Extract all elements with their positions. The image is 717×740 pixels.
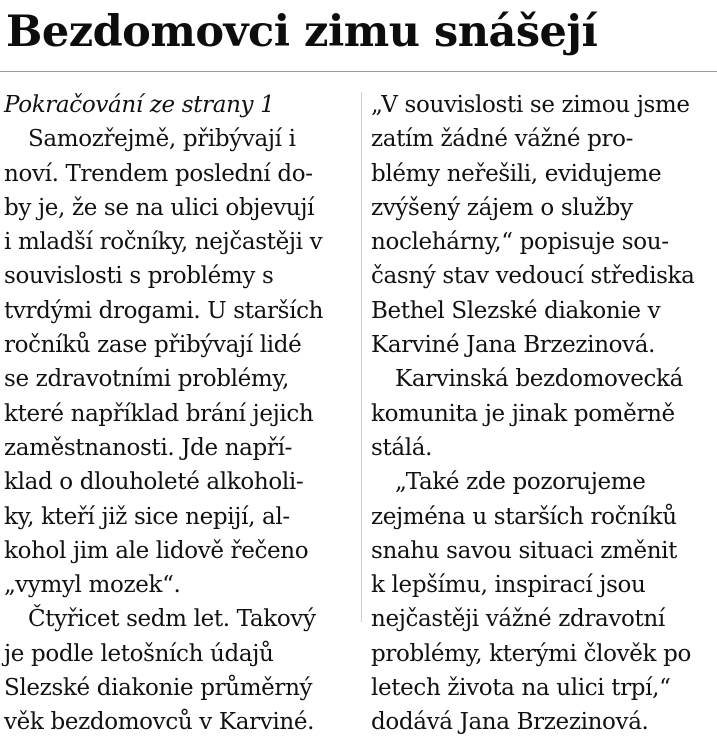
- article-column-right: [371, 88, 713, 740]
- body-line: souvislosti s problémy s: [4, 263, 274, 290]
- body-line: Karvinská bezdomovecká: [395, 366, 683, 393]
- body-line: Čtyřicet sedm let. Takový: [28, 606, 316, 633]
- body-line: k lepšímu, inspirací jsou: [371, 572, 646, 599]
- body-line: ročníků zase přibývají lidé: [4, 332, 302, 359]
- body-line: klad o dlouholeté alkoholi-: [4, 469, 304, 496]
- body-line: zejména u starších ročníků: [371, 503, 677, 530]
- body-line: komunita je jinak poměrně: [371, 400, 675, 427]
- article-column-left: [4, 88, 350, 740]
- body-line: Samozřejmě, přibývají i: [28, 126, 296, 153]
- body-line: se zdravotními problémy,: [4, 366, 289, 393]
- body-line: noclehárny,“ popisuje sou-: [371, 229, 669, 256]
- article-headline: Bezdomovci zimu snášejí: [6, 7, 598, 57]
- body-line: tvrdými drogami. U starších: [4, 297, 324, 324]
- body-line: zaměstnanosti. Jde napří-: [4, 434, 292, 461]
- body-line: Karviné Jana Brzezinová.: [371, 332, 656, 359]
- body-line: je podle letošních údajů: [4, 640, 274, 667]
- body-line: zatím žádné vážné pro-: [371, 126, 634, 153]
- body-line: problémy, kterými člověk po: [371, 640, 691, 667]
- body-line: blémy neřešili, evidujeme: [371, 160, 662, 187]
- body-line: snahu savou situaci změnit: [371, 537, 678, 564]
- body-line: stálá.: [371, 434, 433, 461]
- body-line: které například brání jejich: [4, 400, 314, 427]
- body-line: „V souvislosti se zimou jsme: [371, 92, 690, 118]
- body-line: dodává Jana Brzezinová.: [371, 709, 649, 736]
- body-line: zvýšený zájem o služby: [371, 194, 633, 221]
- body-line: noví. Trendem poslední do-: [4, 160, 313, 187]
- body-line: Bethel Slezské diakonie v: [371, 297, 661, 324]
- body-line: ky, kteří již sice nepijí, al-: [4, 503, 290, 530]
- body-line: věk bezdomovců v Karviné.: [4, 709, 315, 736]
- body-line: „Také zde pozorujeme: [395, 469, 646, 496]
- body-line: nejčastěji vážné zdravotní: [371, 606, 665, 633]
- body-line: časný stav vedoucí střediska: [371, 263, 695, 290]
- column-gutter: [361, 92, 362, 622]
- body-line: kohol jim ale lidově řečeno: [4, 537, 309, 564]
- body-line: by je, že se na ulici objevují: [4, 194, 315, 221]
- body-line: Slezské diakonie průměrný: [4, 675, 313, 702]
- continuation-note: Pokračování ze strany 1: [4, 92, 275, 118]
- body-line: letech života na ulici trpí,“: [371, 675, 671, 702]
- body-line: i mladší ročníky, nejčastěji v: [4, 229, 323, 256]
- body-line: „vymyl mozek“.: [4, 572, 181, 599]
- headline-rule: [0, 71, 717, 72]
